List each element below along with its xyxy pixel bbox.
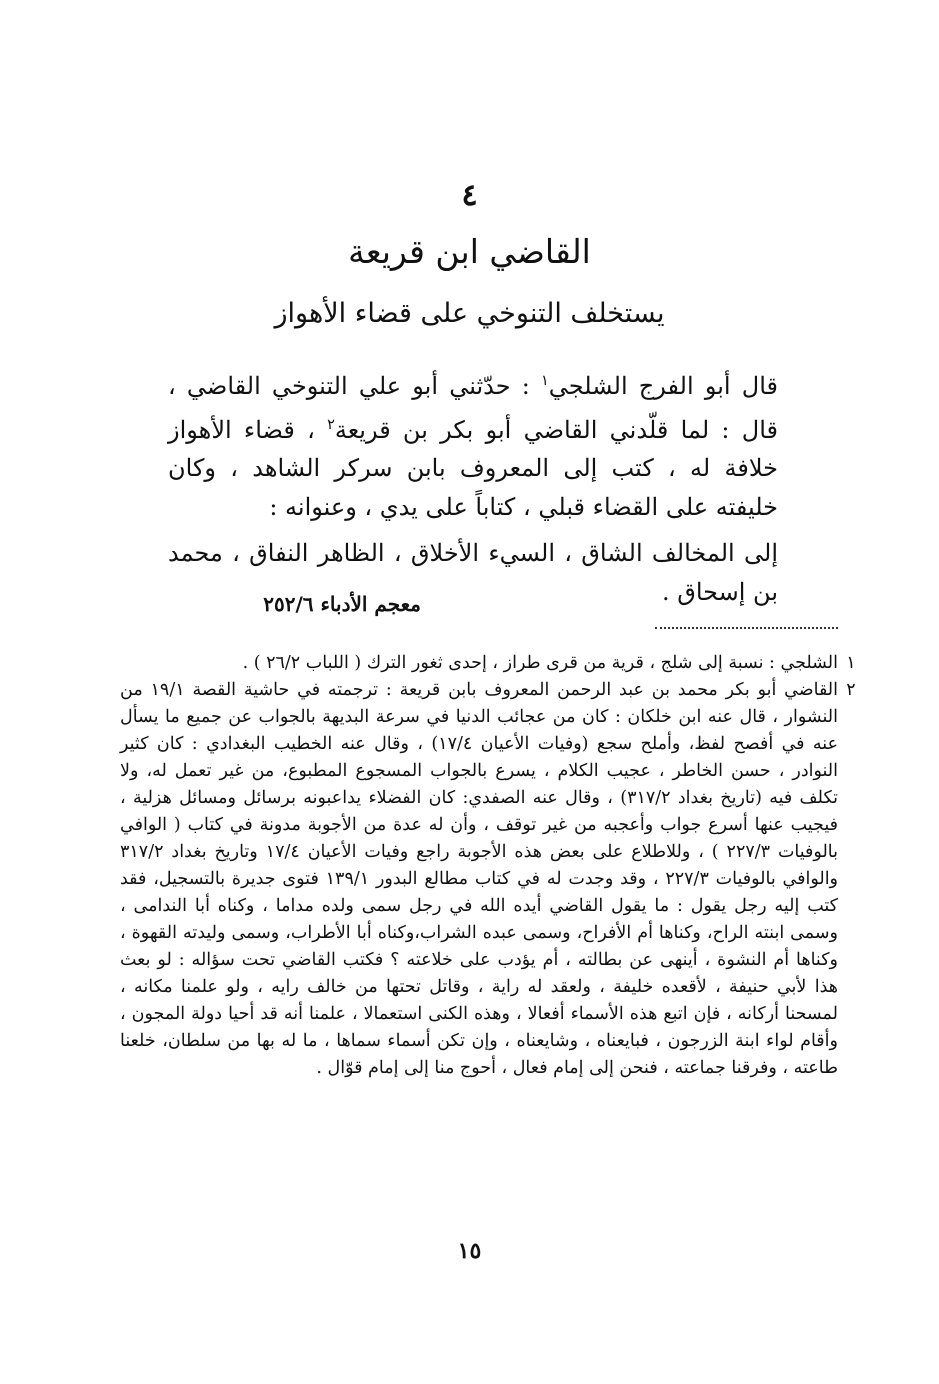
paragraph-1-part-c: ، قضاء الأهواز خلافة له ، كتب إلى المعروف بابن سركر الشاهد ، وكان خليفته على القضاء قبلي ، كتاباً على يدي ، وعنوانه : [168, 415, 778, 521]
footnote-number: ١ [846, 653, 856, 673]
chapter-title: القاضي ابن قريعة [348, 232, 591, 271]
paragraph-2: إلى المخالف الشاق ، السيء الأخلاق ، الظاهر النفاق ، محمد بن إسحاق . [168, 539, 778, 606]
chapter-subtitle: يستخلف التنوخي على قضاء الأهواز [274, 298, 665, 329]
footnote-text: الشلجي : نسبة إلى شلج ، قرية من قرى طراز ، إحدى ثغور الترك ( اللباب ٢٦/٢ ) . [242, 653, 838, 673]
footnote-text: القاضي أبو بكر محمد بن عبد الرحمن المعروف بابن قريعة : ترجمته في حاشية القصة ١٩/١ من النشوار ، قال عنه ابن خلكان : كان من عجائب الدنيا في سرعة البديهة بالجواب عن جميع ما يسأل عنه في أفصح لفظ، وأملح سجع (وفيات الأعيان ١٧/٤) ، وقال عنه الخطيب البغدادي : كان كثير النوادر ، حسن الخاطر ، عجيب الكلام ، يسرع بالجواب المسجوع المطبوع، من غير تعمل له، ولا تكلف فيه (تاريخ بغداد ٣١٧/٢) ، وقال عنه الصفدي: كان الفضلاء يداعبونه برسائل ومسائل هزلية ، فيجيب عنها أسرع جواب وأعجبه من غير توقف ، وأن له عدة من الأجوبة مدونة في كتاب ( الوافي بالوفيات ٢٢٧/٣ ) ، وللاطلاع على بعض هذه الأجوبة راجع وفيات الأعيان ١٧/٤ وتاريخ بغداد ٣١٧/٢ والوافي بالوفيات ٢٢٧/٣ ، وقد وجدت له في كتاب مطالع البدور ١٣٩/١ فتوى جديرة بالتسجيل، فقد كتب إليه رجل يقول : ما يقول القاضي أيده الله في رجل سمى ولده مداما ، وكناه أبا الندامى ، وسمى ابنته الراح، وكناها أم الأفراح، وسمى عبده الشراب،وكناه أبا الأطراب، وسمى وليدته القهوة ، وكناها أم النشوة ، أينهى عن بطالته ، أم يؤدب على خلاعته ؟ فكتب القاضي تحت سؤاله : لو بعث هذا لأبي حنيفة ، لأقعده خليفة ، ولعقد له راية ، وقاتل تحتها من خالف رايه ، ولو علمنا مكانه ، لمسحنا أركانه ، فإن اتبع هذه الأسماء أفعالا ، وهذه الكنى استعمالا ، علمنا أنه قد أحيا دولة المجون ، وأقام لواء ابنة الزرجون ، فبايعناه ، وشايعناه ، وإن تكن أسماء سماها ، ما له بها من سلطان، خلعنا طاعته ، وفرقنا جماعته ، فنحن إلى إمام فعال ، أحوج منا إلى إمام قوّال . [120, 680, 839, 1078]
footnote-divider [655, 627, 838, 629]
main-text [168, 362, 778, 611]
paragraph-1-part-a: قال أبو الفرج الشلجي [548, 372, 778, 400]
footnote-2 [120, 677, 856, 1082]
page-number: ١٥ [457, 1238, 482, 1264]
paragraph-1-part-b: : حدّثني أبو علي التنوخي القاضي ، قال : لما قلّدني القاضي أبو بكر بن قريعة [168, 372, 778, 444]
paragraph-1 [168, 362, 778, 526]
footnote-ref-2[interactable]: ٢ [327, 416, 335, 433]
footnote-1 [120, 650, 856, 677]
source-citation: معجم الأدباء ٢٥٢/٦ [263, 592, 421, 616]
footnote-ref-1[interactable]: ١ [541, 373, 549, 389]
chapter-number: ٤ [461, 178, 478, 213]
footnote-number: ٢ [846, 680, 856, 700]
footnotes [120, 650, 856, 1082]
